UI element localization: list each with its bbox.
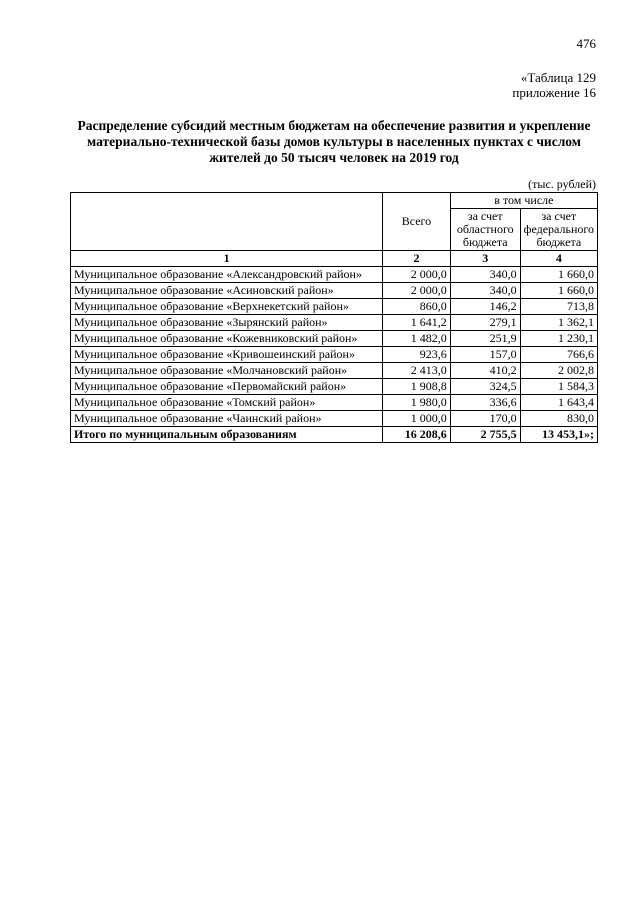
header-federal: за счет федерального бюджета <box>520 209 597 251</box>
document-title: Распределение субсидий местным бюджетам на обеспечение развития и укрепление материально-технической базы домов культуры в населенных пунктах с числом жителей до 50 тысяч человек на 2019 год <box>77 118 591 165</box>
header-row-top <box>71 193 598 209</box>
column-number: 2 <box>383 251 451 267</box>
table-row <box>71 267 598 283</box>
column-number: 4 <box>520 251 597 267</box>
federal-amount: 1 660,0 <box>520 283 597 299</box>
total-row <box>71 427 598 443</box>
federal-amount: 713,8 <box>520 299 597 315</box>
header-regional: за счет областного бюджета <box>450 209 520 251</box>
total-row-label: Итого по муниципальным образованиям <box>71 427 383 443</box>
municipality-name: Муниципальное образование «Первомайский район» <box>71 379 383 395</box>
appendix-annex-number: приложение 16 <box>512 85 596 100</box>
table-body <box>71 267 598 443</box>
table-row <box>71 315 598 331</box>
total-amount: 2 000,0 <box>383 267 451 283</box>
regional-amount: 336,6 <box>450 395 520 411</box>
federal-amount: 1 643,4 <box>520 395 597 411</box>
regional-amount: 170,0 <box>450 411 520 427</box>
table-row <box>71 299 598 315</box>
units-label: (тыс. рублей) <box>528 177 596 191</box>
federal-amount: 1 660,0 <box>520 267 597 283</box>
regional-amount: 157,0 <box>450 347 520 363</box>
federal-amount: 1 230,1 <box>520 331 597 347</box>
federal-amount: 1 584,3 <box>520 379 597 395</box>
grand-federal-amount: 13 453,1»; <box>520 427 597 443</box>
column-number: 1 <box>71 251 383 267</box>
regional-amount: 340,0 <box>450 283 520 299</box>
grand-total-amount: 16 208,6 <box>383 427 451 443</box>
municipality-name: Муниципальное образование «Зырянский район» <box>71 315 383 331</box>
municipality-name: Муниципальное образование «Томский район» <box>71 395 383 411</box>
federal-amount: 766,6 <box>520 347 597 363</box>
municipality-name: Муниципальное образование «Молчановский район» <box>71 363 383 379</box>
regional-amount: 279,1 <box>450 315 520 331</box>
total-amount: 1 641,2 <box>383 315 451 331</box>
total-amount: 1 908,8 <box>383 379 451 395</box>
regional-amount: 251,9 <box>450 331 520 347</box>
subsidy-distribution-table <box>70 192 598 443</box>
table-row <box>71 363 598 379</box>
appendix-reference <box>512 70 596 100</box>
total-amount: 1 980,0 <box>383 395 451 411</box>
total-amount: 2 000,0 <box>383 283 451 299</box>
table-row <box>71 379 598 395</box>
municipality-name: Муниципальное образование «Александровский район» <box>71 267 383 283</box>
total-amount: 860,0 <box>383 299 451 315</box>
regional-amount: 146,2 <box>450 299 520 315</box>
header-including: в том числе <box>450 193 597 209</box>
regional-amount: 410,2 <box>450 363 520 379</box>
municipality-name: Муниципальное образование «Кожевниковский район» <box>71 331 383 347</box>
page-number: 476 <box>576 36 596 51</box>
grand-regional-amount: 2 755,5 <box>450 427 520 443</box>
appendix-table-number: «Таблица 129 <box>520 70 596 85</box>
column-number: 3 <box>450 251 520 267</box>
table-row <box>71 347 598 363</box>
total-amount: 923,6 <box>383 347 451 363</box>
header-name-cell <box>71 193 383 251</box>
total-amount: 1 482,0 <box>383 331 451 347</box>
federal-amount: 2 002,8 <box>520 363 597 379</box>
federal-amount: 1 362,1 <box>520 315 597 331</box>
column-number-row <box>71 251 598 267</box>
total-amount: 2 413,0 <box>383 363 451 379</box>
municipality-name: Муниципальное образование «Асиновский район» <box>71 283 383 299</box>
municipality-name: Муниципальное образование «Кривошеинский район» <box>71 347 383 363</box>
regional-amount: 324,5 <box>450 379 520 395</box>
header-total: Всего <box>383 193 451 251</box>
table-row <box>71 283 598 299</box>
municipality-name: Муниципальное образование «Чаинский район» <box>71 411 383 427</box>
federal-amount: 830,0 <box>520 411 597 427</box>
table-row <box>71 411 598 427</box>
regional-amount: 340,0 <box>450 267 520 283</box>
table-row <box>71 331 598 347</box>
table-row <box>71 395 598 411</box>
municipality-name: Муниципальное образование «Верхнекетский район» <box>71 299 383 315</box>
total-amount: 1 000,0 <box>383 411 451 427</box>
